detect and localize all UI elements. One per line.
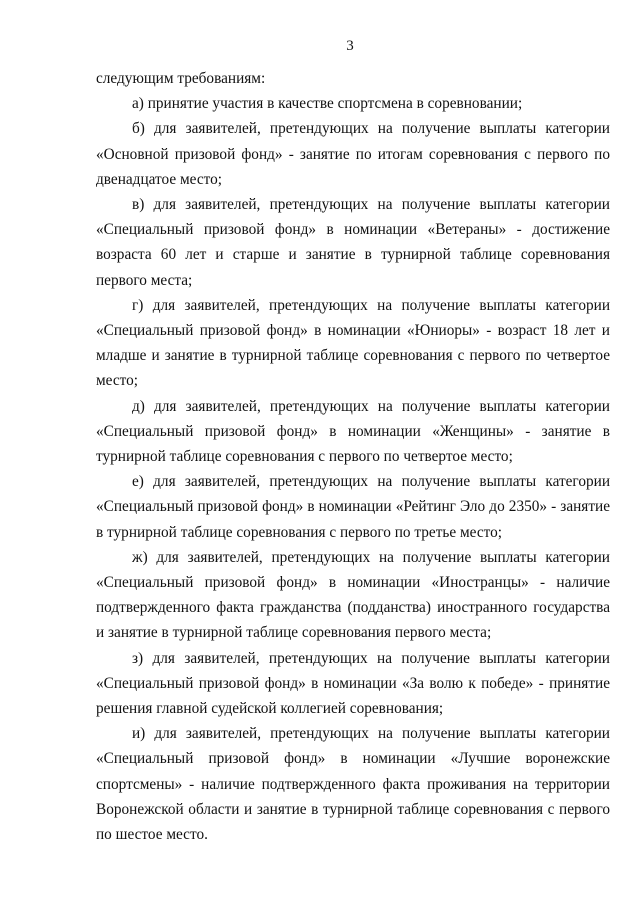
document-body [96,66,610,847]
paragraph-item-b: б) для заявителей, претендующих на получение выплаты категории «Основной призовой фонд» - занятие по итогам соревнования с первого по двенадцатое место; [96,120,610,188]
paragraph-item-a: а) принятие участия в качестве спортсмена в соревновании; [132,95,523,113]
paragraph-intro: следующим требованиям: [96,70,266,87]
paragraph-item-zh: ж) для заявителей, претендующих на получение выплаты категории «Специальный призовой фонд» в номинации «Иностранцы» - наличие подтвержденного факта гражданства (подданства) иностранного государства и занятие в турнирной таблице соревнования первого места; [96,548,610,642]
paragraph-item-g: г) для заявителей, претендующих на получение выплаты категории «Специальный призовой фонд» в номинации «Юниоры» - возраст 18 лет и младше и занятие в турнирной таблице соревнования с первого по четвертое место; [96,296,610,390]
page-number: 3 [346,38,354,54]
paragraph-item-i: и) для заявителей, претендующих на получение выплаты категории «Специальный призовой фонд» в номинации «Лучшие воронежские спортсмены» - наличие подтвержденного факта проживания на территории Воронежской области и занятие в турнирной таблице соревнования с первого по шестое место. [96,725,610,844]
paragraph-item-z: з) для заявителей, претендующих на получение выплаты категории «Специальный призовой фонд» в номинации «За волю к победе» - принятие решения главной судейской коллегией соревнования; [96,649,610,718]
paragraph-item-d: д) для заявителей, претендующих на получение выплаты категории «Специальный призовой фонд» в номинации «Женщины» - занятие в турнирной таблице соревнования с первого по четвертое место; [96,397,610,466]
paragraph-item-v: в) для заявителей, претендующих на получение выплаты категории «Специальный призовой фонд» в номинации «Ветераны» - достижение возраста 60 лет и старше и занятие в турнирной таблице соревнования первого места; [96,196,610,289]
paragraph-item-e: е) для заявителей, претендующих на получение выплаты категории «Специальный призовой фонд» в номинации «Рейтинг Эло до 2350» - занятие в турнирной таблице соревнования с первого по третье место; [96,473,610,541]
